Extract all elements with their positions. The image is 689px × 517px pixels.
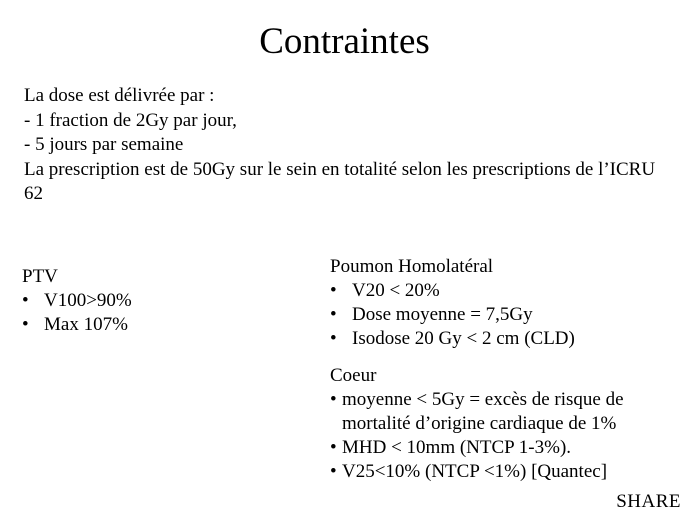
coeur-item-text: moyenne < 5Gy = excès de risque de mortalité d’origine cardiaque de 1% — [342, 389, 624, 434]
coeur-list — [330, 388, 670, 484]
coeur-item — [330, 460, 670, 484]
ptv-item-text: Max 107% — [44, 314, 128, 335]
poumon-heading: Poumon Homolatéral — [330, 256, 494, 277]
ptv-list — [22, 289, 302, 337]
bullet-icon: • — [22, 314, 29, 335]
ptv-heading: PTV — [22, 266, 58, 287]
bullet-icon: • — [22, 290, 29, 311]
ptv-item — [22, 289, 302, 313]
poumon-list — [330, 279, 670, 351]
ptv-item — [22, 313, 302, 337]
coeur-item — [330, 436, 670, 460]
share-button[interactable]: SHARE — [616, 491, 681, 512]
coeur-item-text: MHD < 10mm (NTCP 1-3%). — [342, 437, 572, 458]
poumon-item-text: V20 < 20% — [352, 280, 440, 301]
intro-line-days: - 5 jours par semaine — [24, 134, 184, 155]
intro-line-delivery: La dose est délivrée par : — [24, 85, 215, 106]
bullet-icon: • — [330, 304, 337, 325]
intro-line-fraction: - 1 fraction de 2Gy par jour, — [24, 109, 237, 131]
poumon-item-text: Isodose 20 Gy < 2 cm (CLD) — [352, 328, 575, 349]
bullet-icon: • — [330, 389, 337, 410]
bullet-icon: • — [330, 437, 337, 458]
intro-text — [24, 84, 674, 207]
poumon-section — [330, 255, 670, 351]
ptv-section — [22, 265, 302, 337]
coeur-item — [330, 388, 670, 436]
poumon-item — [330, 303, 670, 327]
bullet-icon: • — [330, 280, 337, 301]
ptv-item-text: V100>90% — [44, 290, 132, 311]
bullet-icon: • — [330, 461, 337, 482]
coeur-section — [330, 364, 670, 484]
intro-line-prescription: La prescription est de 50Gy sur le sein en totalité selon les prescriptions de l’ICRU 62 — [24, 158, 656, 204]
bullet-icon: • — [330, 328, 337, 349]
poumon-item — [330, 279, 670, 303]
slide-title: Contraintes — [259, 21, 430, 62]
poumon-item-text: Dose moyenne = 7,5Gy — [352, 304, 533, 325]
coeur-item-text: V25<10% (NTCP <1%) [Quantec] — [342, 461, 608, 482]
coeur-heading: Coeur — [330, 365, 377, 386]
poumon-item — [330, 327, 670, 351]
